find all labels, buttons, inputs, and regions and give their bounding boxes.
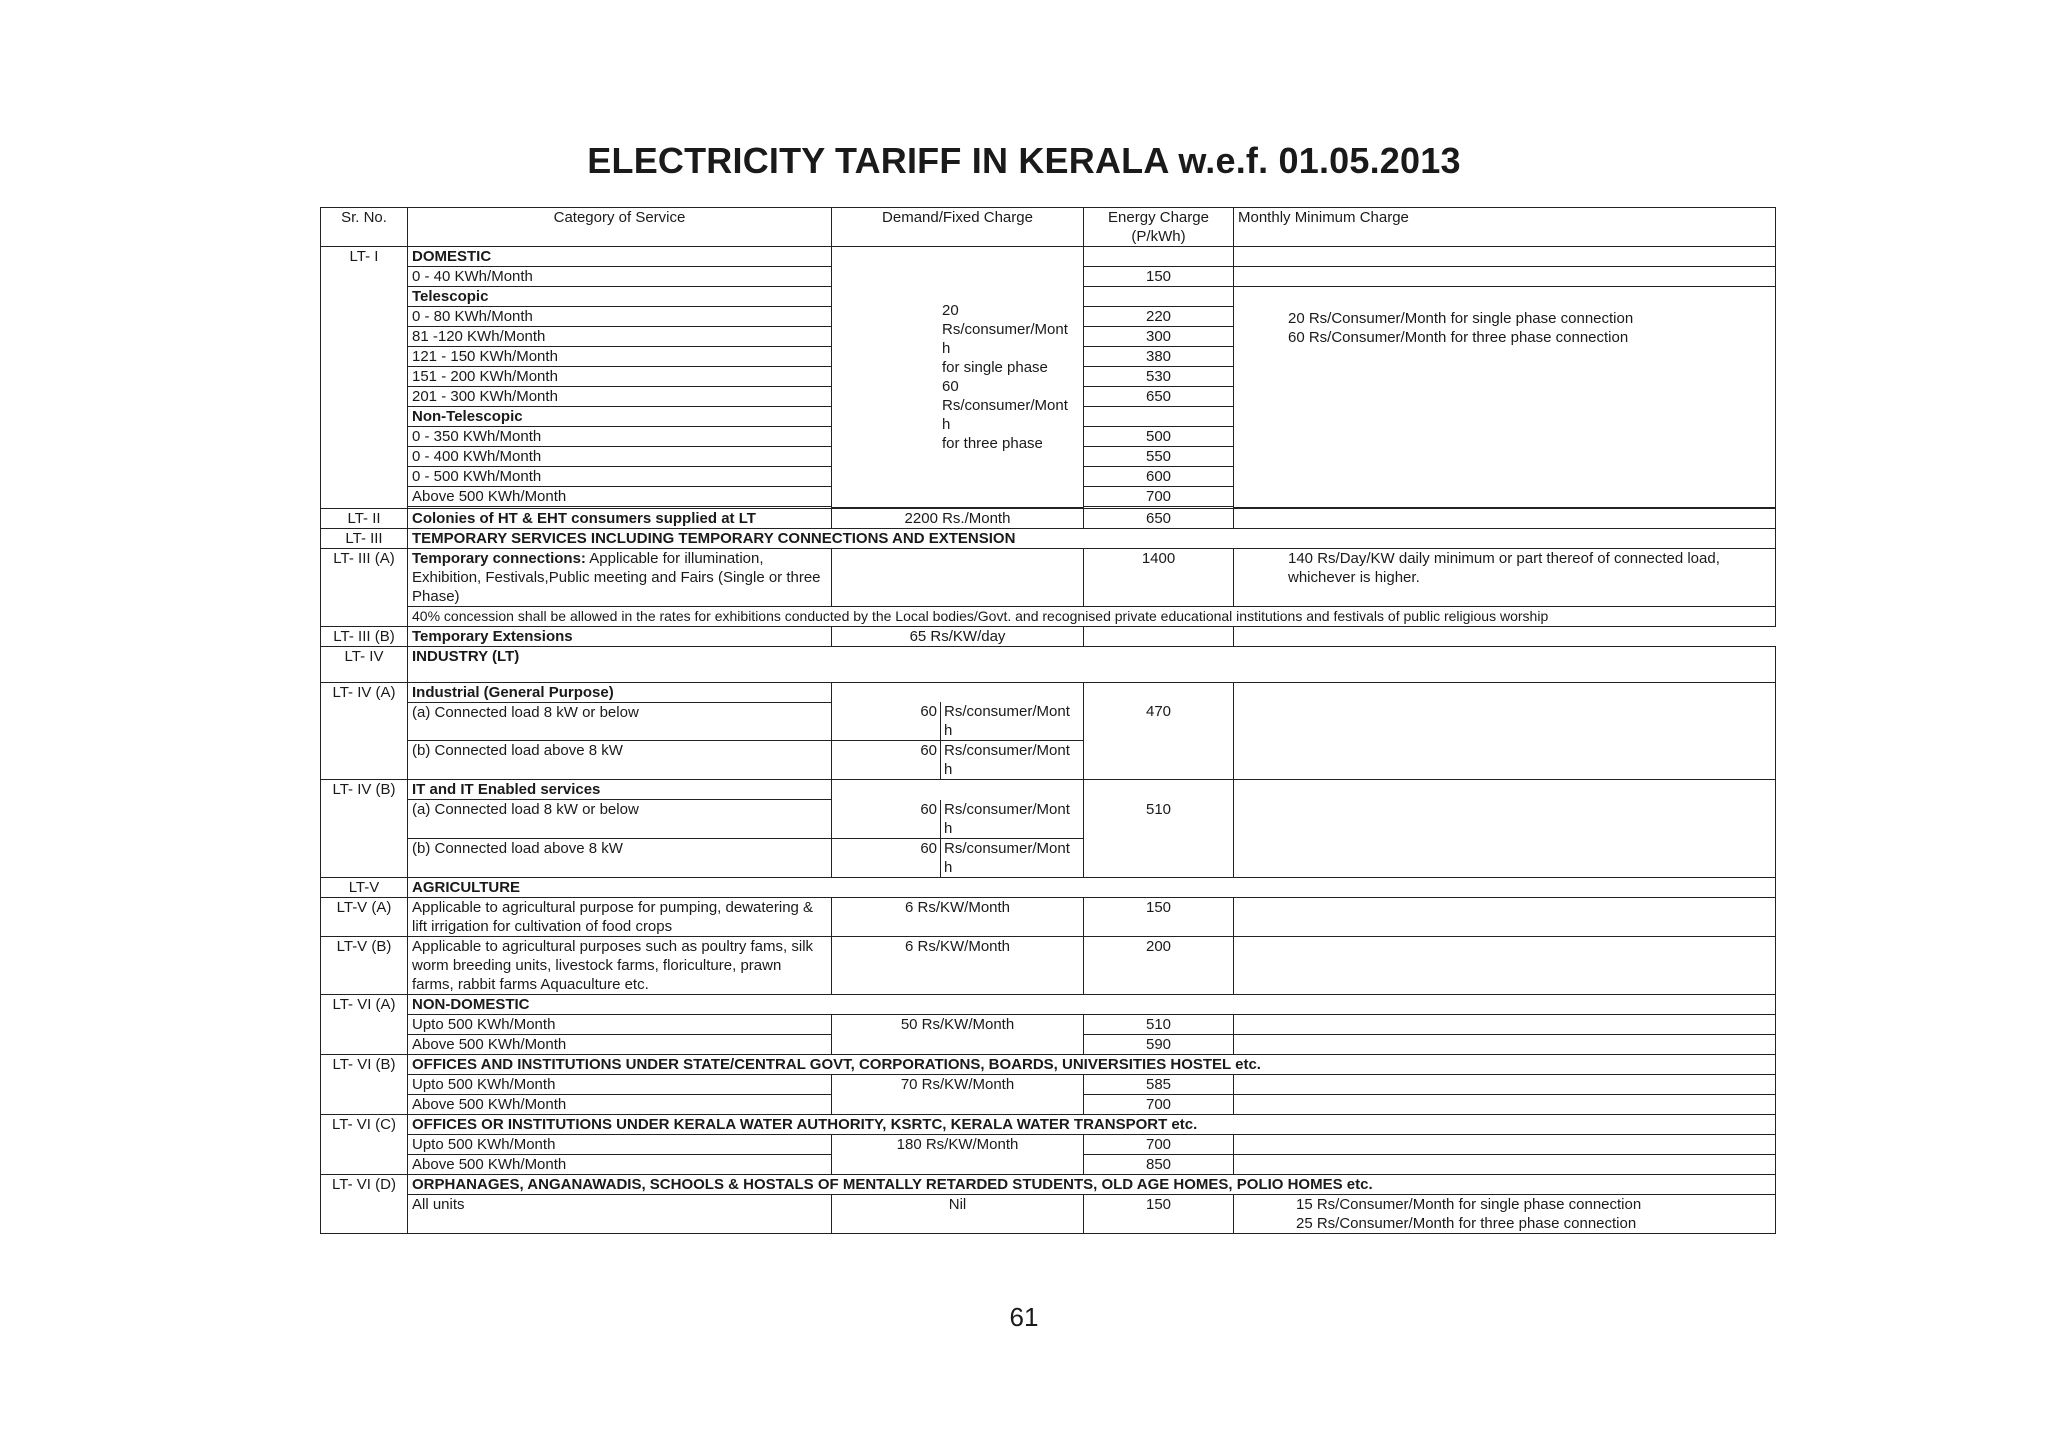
category-cell: 0 - 40 KWh/Month: [408, 267, 832, 287]
sr-lt6c: LT- VI (C): [321, 1114, 408, 1174]
sr-lt5: LT-V: [321, 877, 408, 897]
category-cell: [408, 548, 832, 606]
demand-charge: 50 Rs/KW/Month: [832, 1014, 1084, 1054]
demand-unit: Rs/consumer/Mont h: [940, 839, 1070, 877]
header-row: [321, 208, 1776, 247]
category-cell: 81 -120 KWh/Month: [408, 327, 832, 347]
category-cell: 151 - 200 KWh/Month: [408, 367, 832, 387]
table-row: [321, 1174, 1776, 1194]
header-energy: Energy Charge (P/kWh): [1084, 208, 1234, 247]
demand-amount: 60: [920, 742, 937, 759]
category-cell: Colonies of HT & EHT consumers supplied at LT: [408, 508, 832, 528]
category-heading: AGRICULTURE: [408, 877, 1776, 897]
category-heading: INDUSTRY (LT): [408, 646, 1776, 682]
page-title: ELECTRICITY TARIFF IN KERALA w.e.f. 01.05.2013: [587, 140, 1461, 181]
energy-charge: 220: [1084, 307, 1234, 327]
demand-charge: 6 Rs/KW/Month: [832, 897, 1084, 936]
demand-charge: [832, 800, 1084, 839]
table-row: [321, 1134, 1776, 1154]
category-cell: Above 500 KWh/Month: [408, 1094, 832, 1114]
energy-charge: 500: [1084, 427, 1234, 447]
energy-charge: 600: [1084, 467, 1234, 487]
sr-lt5a: LT-V (A): [321, 897, 408, 936]
category-cell: 121 - 150 KWh/Month: [408, 347, 832, 367]
energy-charge: 700: [1084, 487, 1234, 507]
demand-charge: [832, 702, 1084, 741]
table-row: [321, 780, 1776, 800]
sr-lt3b: LT- III (B): [321, 626, 408, 646]
demand-amount: 60: [920, 800, 937, 818]
sr-lt6b: LT- VI (B): [321, 1054, 408, 1114]
category-cell: 0 - 80 KWh/Month: [408, 307, 832, 327]
category-cell: (b) Connected load above 8 kW: [408, 741, 832, 780]
energy-charge: 650: [1084, 387, 1234, 407]
category-cell: Upto 500 KWh/Month: [408, 1014, 832, 1034]
category-heading: IT and IT Enabled services: [408, 780, 832, 800]
demand-charge: 6 Rs/KW/Month: [832, 936, 1084, 994]
category-heading: ORPHANAGES, ANGANAWADIS, SCHOOLS & HOSTALS OF MENTALLY RETARDED STUDENTS, OLD AGE HOMES, POLIO HOMES etc.: [408, 1174, 1776, 1194]
category-cell: Above 500 KWh/Month: [408, 487, 832, 507]
demand-charge: 180 Rs/KW/Month: [832, 1134, 1084, 1174]
energy-charge: 590: [1084, 1034, 1234, 1054]
category-description: Applicable for illumination, Exhibition, Festivals,Public meeting and Fairs (Single or three Phase): [412, 549, 821, 605]
demand-amount: 60: [920, 839, 937, 857]
energy-charge: 550: [1084, 447, 1234, 467]
table-row: [321, 247, 1776, 267]
header-monthly-min: Monthly Minimum Charge: [1234, 208, 1776, 247]
category-cell: Upto 500 KWh/Month: [408, 1074, 832, 1094]
demand-unit: Rs/consumer/Mont h: [940, 702, 1070, 740]
category-heading: TEMPORARY SERVICES INCLUDING TEMPORARY CONNECTIONS AND EXTENSION: [408, 528, 1776, 548]
demand-charge: [832, 838, 1084, 877]
sr-lt6d: LT- VI (D): [321, 1174, 408, 1233]
energy-charge: 700: [1084, 1134, 1234, 1154]
energy-charge: 300: [1084, 327, 1234, 347]
table-row: [321, 897, 1776, 936]
energy-charge: 510: [1084, 800, 1234, 878]
energy-charge: 1400: [1084, 548, 1234, 606]
energy-charge: 510: [1084, 1014, 1234, 1034]
header-category: Category of Service: [408, 208, 832, 247]
energy-charge: 585: [1084, 1074, 1234, 1094]
energy-charge: 530: [1084, 367, 1234, 387]
category-cell: Applicable to agricultural purposes such as poultry fams, silk worm breeding units, livestock farms, floriculture, prawn farms, rabbit farms Aquaculture etc.: [408, 936, 832, 994]
demand-unit: Rs/consumer/Mont h: [940, 800, 1070, 838]
category-heading: OFFICES OR INSTITUTIONS UNDER KERALA WATER AUTHORITY, KSRTC, KERALA WATER TRANSPORT etc.: [408, 1114, 1776, 1134]
category-cell: All units: [408, 1194, 832, 1233]
category-subheading: Non-Telescopic: [408, 407, 832, 427]
energy-charge: 150: [1084, 267, 1234, 287]
category-cell: 201 - 300 KWh/Month: [408, 387, 832, 407]
demand-charge: 20 Rs/consumer/Mont h for single phase 60 Rs/consumer/Mont h for three phase: [832, 247, 1084, 508]
table-row: [321, 702, 1776, 741]
demand-charge: [832, 741, 1084, 780]
table-row: [321, 1074, 1776, 1094]
category-cell: Above 500 KWh/Month: [408, 1034, 832, 1054]
table-row: [321, 1194, 1776, 1233]
demand-charge: 65 Rs/KW/day: [832, 626, 1084, 646]
sr-lt3: LT- III: [321, 528, 408, 548]
page-number: 61: [1009, 1302, 1039, 1332]
demand-charge: 70 Rs/KW/Month: [832, 1074, 1084, 1114]
header-sr-no: Sr. No.: [321, 208, 408, 247]
energy-charge: 700: [1084, 1094, 1234, 1114]
table-row: [321, 626, 1776, 646]
sr-lt4: LT- IV: [321, 646, 408, 682]
table-row: [321, 1114, 1776, 1134]
table-row: [321, 606, 1776, 626]
table-row: [321, 508, 1776, 528]
sr-lt1: LT- I: [321, 247, 408, 509]
category-heading: DOMESTIC: [408, 247, 832, 267]
table-row: [321, 548, 1776, 606]
table-row: [321, 936, 1776, 994]
category-cell: 0 - 500 KWh/Month: [408, 467, 832, 487]
sr-lt6a: LT- VI (A): [321, 994, 408, 1054]
header-demand: Demand/Fixed Charge: [832, 208, 1084, 247]
monthly-min-charge: 20 Rs/Consumer/Month for single phase connection 60 Rs/Consumer/Month for three phase connection: [1234, 287, 1776, 508]
energy-charge: 650: [1084, 508, 1234, 528]
category-cell: 0 - 350 KWh/Month: [408, 427, 832, 447]
demand-charge: Nil: [832, 1194, 1084, 1233]
category-subheading: Telescopic: [408, 287, 832, 307]
energy-charge: 150: [1084, 1194, 1234, 1233]
category-cell: Above 500 KWh/Month: [408, 1154, 832, 1174]
table-row: [321, 1014, 1776, 1034]
table-row: [321, 994, 1776, 1014]
sr-lt4b: LT- IV (B): [321, 780, 408, 878]
energy-charge: 150: [1084, 897, 1234, 936]
table-row: [321, 646, 1776, 682]
energy-charge: 380: [1084, 347, 1234, 367]
category-cell: (a) Connected load 8 kW or below: [408, 702, 832, 741]
category-bold-label: Temporary connections:: [412, 549, 586, 567]
monthly-min-charge: 140 Rs/Day/KW daily minimum or part thereof of connected load, whichever is higher.: [1234, 548, 1776, 606]
energy-charge: 470: [1084, 702, 1234, 780]
table-row: [321, 877, 1776, 897]
energy-charge: 200: [1084, 936, 1234, 994]
table-row: [321, 528, 1776, 548]
category-heading: NON-DOMESTIC: [408, 994, 1776, 1014]
table-row: [321, 800, 1776, 839]
concession-note: 40% concession shall be allowed in the rates for exhibitions conducted by the Local bodies/Govt. and recognised private educational institutions and festivals of public religious worship: [408, 606, 1776, 626]
demand-charge: 2200 Rs./Month: [832, 508, 1084, 528]
table-row: [321, 1054, 1776, 1074]
category-cell: (a) Connected load 8 kW or below: [408, 800, 832, 839]
table-row: [321, 682, 1776, 702]
category-cell: Upto 500 KWh/Month: [408, 1134, 832, 1154]
sr-lt4a: LT- IV (A): [321, 682, 408, 780]
sr-lt3a: LT- III (A): [321, 548, 408, 626]
category-cell: Applicable to agricultural purpose for pumping, dewatering & lift irrigation for cultivation of food crops: [408, 897, 832, 936]
category-heading: OFFICES AND INSTITUTIONS UNDER STATE/CENTRAL GOVT, CORPORATIONS, BOARDS, UNIVERSITIES HOSTEL etc.: [408, 1054, 1776, 1074]
category-cell: Temporary Extensions: [408, 626, 832, 646]
demand-amount: 60: [920, 703, 937, 720]
sr-lt5b: LT-V (B): [321, 936, 408, 994]
energy-charge: 850: [1084, 1154, 1234, 1174]
category-cell: 0 - 400 KWh/Month: [408, 447, 832, 467]
category-cell: (b) Connected load above 8 kW: [408, 838, 832, 877]
category-heading: Industrial (General Purpose): [408, 682, 832, 702]
monthly-min-charge: 15 Rs/Consumer/Month for single phase connection 25 Rs/Consumer/Month for three phase connection: [1234, 1194, 1776, 1233]
demand-unit: Rs/consumer/Mont h: [940, 741, 1070, 779]
sr-lt2: LT- II: [321, 508, 408, 528]
tariff-table: [320, 207, 1776, 1234]
